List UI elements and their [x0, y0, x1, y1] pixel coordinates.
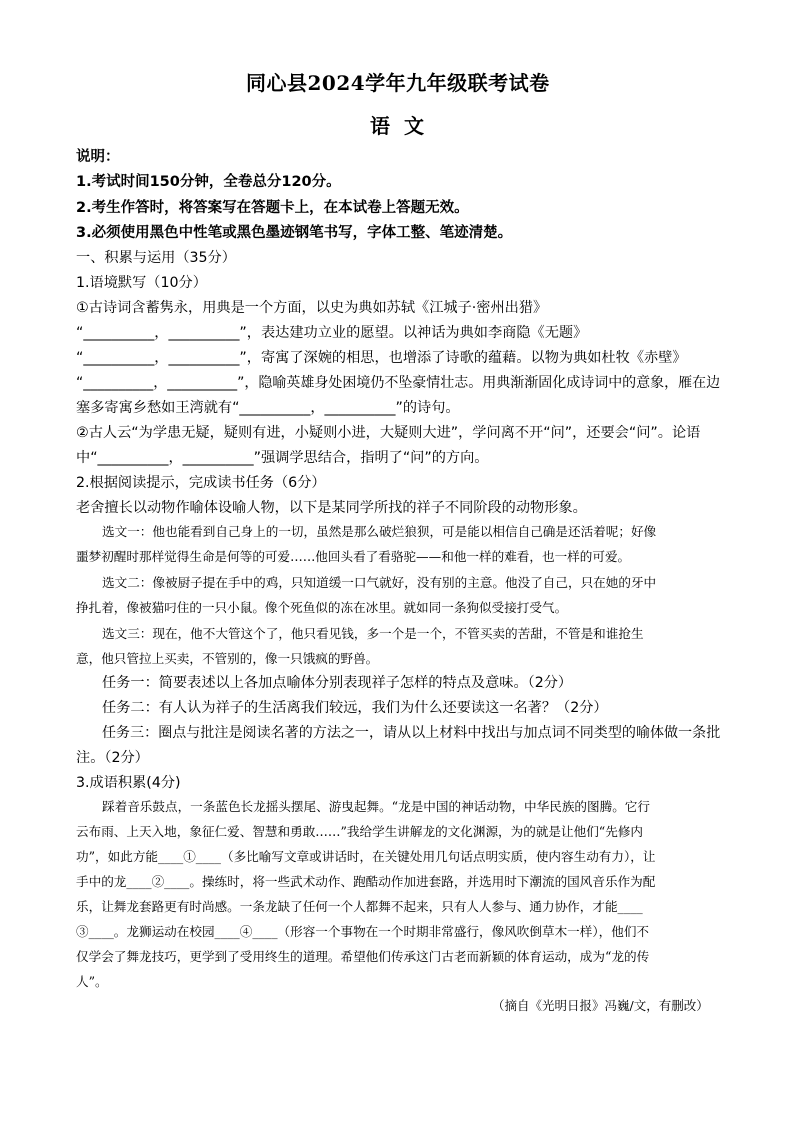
- question-text-line: 塞多寄寓乡愁如王湾就有“__________，__________”的诗句。: [76, 400, 460, 416]
- task-line: 注。（2分）: [76, 750, 149, 766]
- excerpt-line: 意，他只管拉上买卖，不管别的，像一只饿疯的野兽。: [76, 651, 379, 666]
- exam-title: 同心县2024学年九年级联考试卷: [246, 71, 550, 95]
- instruction-item: 3.必须使用黑色中性笔或黑色墨迹钢笔书写，字体工整、笔迹清楚。: [76, 225, 513, 241]
- task-line: 任务三：圈点与批注是阅读名著的方法之一，请从以上材料中找出与加点词不同类型的喻体做一条批: [102, 725, 721, 741]
- excerpt-line: 选文二：像被厨子提在手中的鸡，只知道缓一口气就好，没有别的主意。他没了自己，只在她的牙中: [102, 575, 657, 590]
- task-line: 任务一：简要表述以上各加点喻体分别表现祥子怎样的特点及意味。（2分）: [102, 675, 573, 691]
- instruction-item: 1.考试时间150分钟，全卷总分120分。: [76, 174, 341, 190]
- instruction-item: 2.考生作答时，将答案写在答题卡上，在本试卷上答题无效。: [76, 200, 469, 216]
- excerpt-line: 选文三：现在，他不大管这个了，他只看见钱，多一个是一个，不管买卖的苦甜，不管是和谁抢生: [102, 626, 644, 641]
- question-text-line: “__________，__________”，寄寓了深婉的相思，也增添了诗歌的蕴藉。以物为典如杜牧《赤壁》: [76, 350, 687, 366]
- question-heading: 1.语境默写（10分）: [76, 275, 207, 291]
- passage-line: 人”。: [76, 974, 108, 989]
- question-text-line: ②古人云“为学患无疑，疑则有进，小疑则小进，大疑则大进”，学问离不开“问”，还要会“问”。论语: [76, 425, 701, 441]
- question-heading: 3.成语积累(4分): [76, 775, 181, 791]
- passage-line: ③____。龙狮运动在校园____④____（形容一个事物在一个时期非常盛行，像风吹倒草木一样），他们不: [76, 924, 650, 939]
- passage-line: 手中的龙____②____。操练时，将一些武术动作、跑酷动作加进套路，并选用时下潮流的国风音乐作为配: [76, 874, 656, 889]
- passage-line: 功”，如此方能____①____（多比喻写文章或讲话时，在关键处用几句话点明实质，使内容生动有力），让: [76, 849, 656, 864]
- passage-line: 乐，让舞龙套路更有时尚感。一条龙缺了任何一个人都舞不起来，只有人人参与、通力协作，才能____: [76, 899, 643, 914]
- task-line: 任务二：有人认为祥子的生活离我们较远，我们为什么还要读这一名著？（2分）: [102, 700, 608, 716]
- passage-line: 踩着音乐鼓点，一条蓝色长龙摇头摆尾、游曳起舞。“龙是中国的神话动物，中华民族的图腾。它行: [102, 799, 650, 814]
- excerpt-line: 选文一：他也能看到自己身上的一切，虽然是那么破烂狼狈，可是能以相信自己确是还活着呢；好像: [102, 524, 657, 539]
- excerpt-line: 挣扎着，像被猫叼住的一只小鼠。像个死鱼似的冻在冰里。就如同一条狗似受接打受气。: [76, 600, 568, 615]
- excerpt-line: 噩梦初醒时那样觉得生命是何等的可爱……他回头看了看骆驼——和他一样的难看，也一样的可爱。: [76, 549, 631, 564]
- question-text-line: “__________，__________”，隐喻英雄身处困境仍不坠豪情壮志。用典渐渐固化成诗词中的意象，雁在边: [76, 375, 721, 391]
- question-heading: 2.根据阅读提示，完成读书任务（6分）: [76, 475, 326, 491]
- question-text-line: “__________，__________”，表达建功立业的愿望。以神话为典如李商隐《无题》: [76, 325, 588, 341]
- question-text-line: 中“__________，__________”强调学思结合，指明了“问”的方向。: [76, 450, 489, 466]
- question-text-line: ①古诗词含蓄隽永，用典是一个方面，以史为典如苏轼《江城子·密州出猎》: [76, 300, 548, 316]
- section-heading: 一、积累与运用（35分）: [76, 250, 236, 266]
- passage-line: 云布雨、上天入地，象征仁爱、智慧和勇敢……”我给学生讲解龙的文化渊源，为的就是让他们“先修内: [76, 824, 644, 839]
- instructions-label: 说明：: [76, 149, 120, 165]
- question-intro: 老舍擅长以动物作喻体设喻人物，以下是某同学所找的祥子不同阶段的动物形象。: [76, 500, 587, 516]
- passage-line: 仅学会了舞龙技巧，更学到了受用终生的道理。希望他们传承这门古老而新颖的体育运动，成为“龙的传: [76, 949, 650, 964]
- passage-source: （摘自《光明日报》冯巍/文，有删改）: [492, 998, 709, 1013]
- subject-title: 语文: [370, 114, 438, 138]
